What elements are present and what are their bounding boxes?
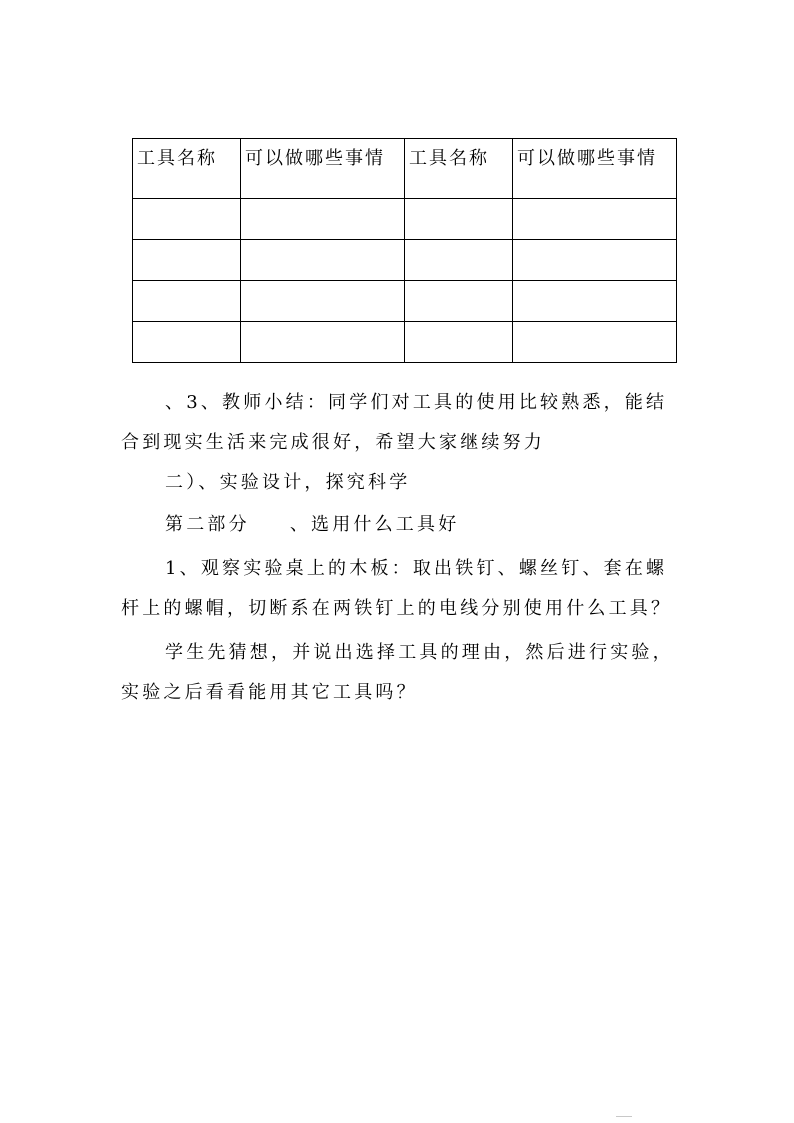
table-row [133,281,677,322]
part-two-title: 、选用什么工具好 [289,514,460,535]
table-cell[interactable] [405,240,513,281]
table-cell[interactable] [241,240,405,281]
table-cell[interactable] [241,199,405,240]
teacher-summary-line-1: 、3、教师小结：同学们对工具的使用比较熟悉，能结 [165,392,668,413]
observe-step-line-2: 杆上的螺帽，切断系在两铁钉上的电线分别使用什么工具？ [121,598,673,619]
table-cell[interactable] [405,281,513,322]
table-row [133,240,677,281]
section-heading-experiment: 二）、实验设计，探究科学 [165,472,411,493]
table-row [133,322,677,363]
table-cell[interactable] [513,240,677,281]
student-guess-line-2: 实验之后看看能用其它工具吗？ [121,682,418,703]
table-row [133,199,677,240]
header-tool-name-2: 工具名称 [405,139,513,199]
part-two-heading [121,506,725,544]
table-cell[interactable] [513,199,677,240]
table-cell[interactable] [405,322,513,363]
observe-step-line-1: 1、观察实验桌上的木板：取出铁钉、螺丝钉、套在螺 [165,558,668,579]
table-cell[interactable] [513,281,677,322]
header-uses-2: 可以做哪些事情 [513,139,677,199]
teacher-summary-line-2: 合到现实生活来完成很好，希望大家继续努力 [121,432,545,453]
table-cell[interactable] [133,281,241,322]
student-guess-line-1: 学生先猜想，并说出选择工具的理由，然后进行实验， [165,642,674,663]
table-cell[interactable] [405,199,513,240]
table-header-row [133,139,677,199]
part-two-label: 第二部分 [165,514,250,535]
table-cell[interactable] [133,199,241,240]
header-tool-name-1: 工具名称 [133,139,241,199]
table-cell[interactable] [133,240,241,281]
header-uses-1: 可以做哪些事情 [241,139,405,199]
table-cell[interactable] [241,322,405,363]
table-cell[interactable] [241,281,405,322]
table-cell[interactable] [133,322,241,363]
tool-table [132,138,677,363]
table-cell[interactable] [513,322,677,363]
page-footer-mark [616,1116,632,1123]
